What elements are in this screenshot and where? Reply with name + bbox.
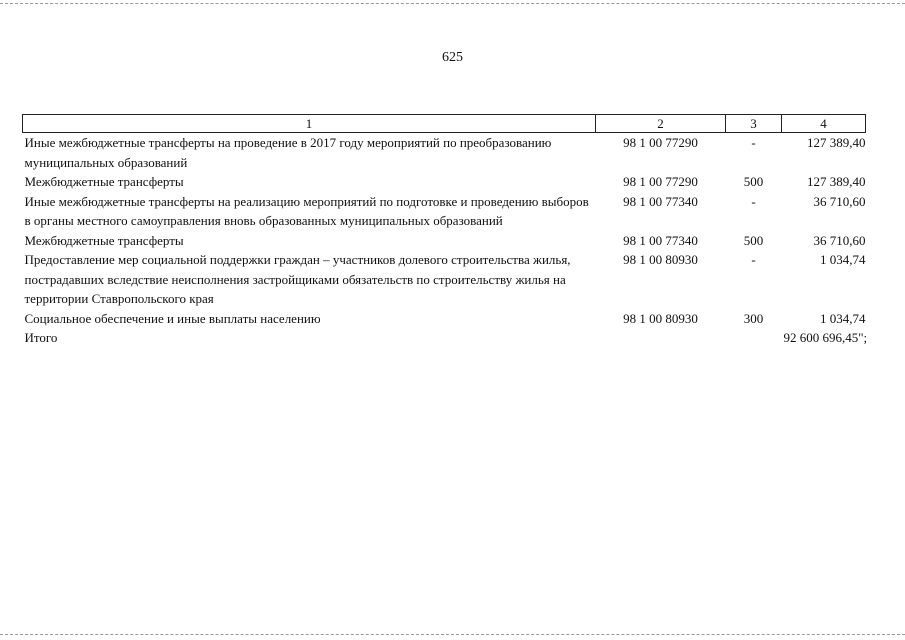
row-type: 300 — [743, 310, 764, 326]
row-sum: 127 389,40 — [807, 135, 866, 150]
total-label: Итого — [24, 330, 58, 345]
scan-border-bottom — [0, 634, 905, 635]
total-type-empty — [726, 328, 782, 348]
row-code: 98 1 00 80930 — [623, 310, 698, 326]
table-row — [23, 250, 866, 309]
row-type: - — [751, 193, 756, 209]
total-code-empty — [596, 328, 726, 348]
row-type: 500 — [743, 174, 764, 189]
row-type: 500 — [743, 232, 764, 248]
row-name: Межбюджетные трансферты — [24, 232, 184, 248]
row-code: 98 1 00 77340 — [623, 193, 698, 209]
table-row — [23, 172, 866, 192]
page-number: 625 — [442, 50, 463, 65]
column-header-1: 1 — [23, 115, 596, 133]
row-sum: 1 034,74 — [820, 310, 866, 326]
row-type: - — [751, 135, 756, 150]
row-name: Межбюджетные трансферты — [24, 174, 184, 189]
row-sum: 1 034,74 — [820, 252, 866, 267]
row-sum: 36 710,60 — [813, 193, 866, 209]
row-name: Предоставление мер социальной поддержки граждан – участников долевого строительства жилья, пострадавших вследствие неисполнения застройщиками обязательств по строительству жилья на территории Ставропольского края — [24, 252, 571, 306]
row-code: 98 1 00 77290 — [623, 174, 698, 189]
row-sum: 127 389,40 — [807, 174, 866, 189]
row-name: Иные межбюджетные трансферты на реализацию мероприятий по подготовке и проведению выборов в органы местного самоуправления вновь образованных муниципальных образований — [24, 193, 589, 228]
table-row — [23, 309, 866, 329]
column-header-2: 2 — [596, 115, 726, 133]
total-row — [23, 328, 866, 348]
column-header-4: 4 — [782, 115, 866, 133]
row-code: 98 1 00 77290 — [623, 135, 698, 150]
column-header-3: 3 — [726, 115, 782, 133]
row-type: - — [751, 252, 756, 267]
row-name: Социальное обеспечение и иные выплаты населению — [24, 310, 321, 326]
scan-border-top — [0, 3, 905, 4]
row-name: Иные межбюджетные трансферты на проведение в 2017 году мероприятий по преобразованию муниципальных образований — [24, 135, 552, 170]
table-header-row — [23, 115, 866, 133]
budget-table — [22, 114, 866, 348]
row-code: 98 1 00 77340 — [623, 232, 698, 248]
table-row — [23, 192, 866, 231]
table-row — [23, 133, 866, 173]
row-sum: 36 710,60 — [813, 232, 866, 248]
total-sum: 92 600 696,45"; — [783, 330, 868, 345]
row-code: 98 1 00 80930 — [623, 252, 698, 267]
table-row — [23, 231, 866, 251]
